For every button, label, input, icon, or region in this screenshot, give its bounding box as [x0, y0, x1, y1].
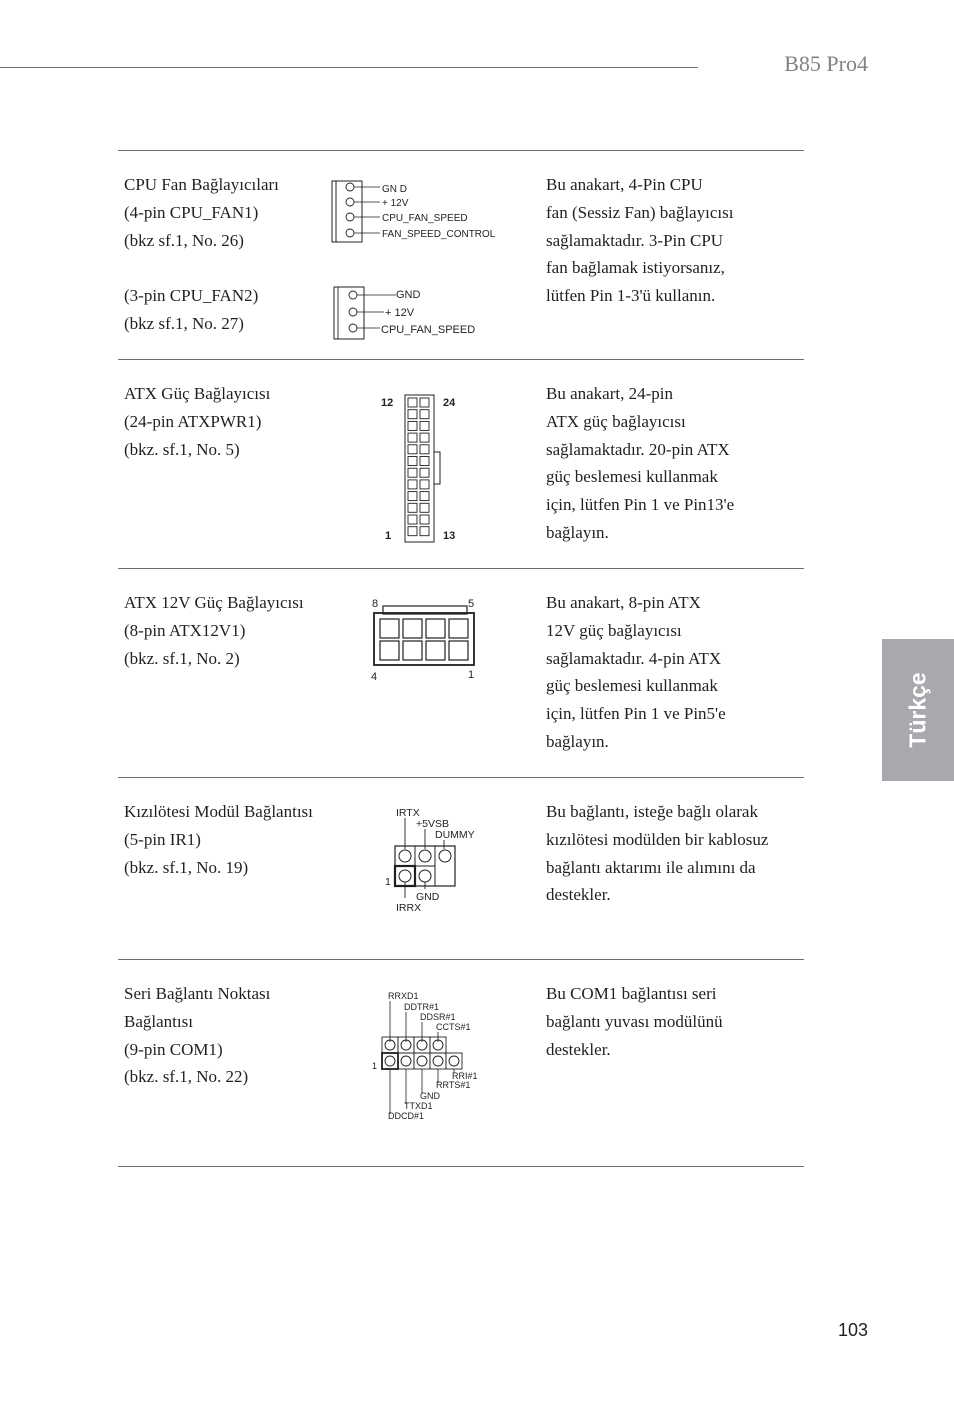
- pin-cell: [446, 1053, 462, 1069]
- atx-power-description: Bu anakart, 24-pin ATX güç bağlayıcısı sağlamaktadır. 20-pin ATX güç beslemesi kullanmak için, lütfen Pin 1 ve Pin13'e bağlayın.: [546, 384, 735, 542]
- pin-square: [408, 503, 417, 512]
- pin-square: [420, 445, 429, 454]
- pin-number-label: 4: [371, 671, 378, 683]
- pin-circle: [419, 870, 431, 882]
- pin-label: GND: [416, 891, 440, 903]
- pin-circle: [417, 1056, 427, 1066]
- pin-label: DDSR#1: [420, 1012, 456, 1022]
- pin-circle: [439, 850, 451, 862]
- pin-square: [420, 492, 429, 501]
- pin-square: [449, 641, 468, 660]
- pin-label: DUMMY: [435, 829, 475, 841]
- ir-module-title: Kızılötesi Modül Bağlantısı (5-pin IR1) (bkz. sf.1, No. 19): [124, 802, 313, 877]
- atx-12v-diagram: [366, 594, 482, 686]
- language-tab-label: Türkçe: [904, 672, 931, 748]
- com-port-description: Bu COM1 bağlantısı seri bağlantı yuvası modülünü destekler.: [546, 984, 723, 1059]
- atx-24pin-diagram: [376, 392, 466, 548]
- pin-circle: [346, 183, 354, 191]
- pin-square: [408, 445, 417, 454]
- pin-circle: [346, 198, 354, 206]
- pin-label: + 12V: [385, 307, 415, 319]
- pin-square: [408, 421, 417, 430]
- cpu-fan-title: CPU Fan Bağlayıcıları (4-pin CPU_FAN1) (bkz sf.1, No. 26) (3-pin CPU_FAN2) (bkz sf.1, No. 27): [124, 175, 279, 333]
- atx-12v-description: Bu anakart, 8-pin ATX 12V güç bağlayıcısı sağlamaktadır. 4-pin ATX güç beslemesi kullanmak için, lütfen Pin 1 ve Pin5'e bağlayın.: [546, 593, 726, 751]
- atx-power-title: ATX Güç Bağlayıcısı (24-pin ATXPWR1) (bkz. sf.1, No. 5): [124, 384, 271, 459]
- pin-label: TTXD1: [404, 1101, 433, 1111]
- pin-number-label: 12: [381, 397, 394, 409]
- pin-square: [420, 457, 429, 466]
- pin-circle: [346, 213, 354, 221]
- pin-cell: [414, 1053, 430, 1069]
- section-divider: [118, 568, 804, 569]
- pin-label: 1: [385, 876, 391, 888]
- section-divider: [118, 1166, 804, 1167]
- pin-square: [420, 480, 429, 489]
- section-divider: [118, 150, 804, 151]
- pin-circle: [433, 1056, 443, 1066]
- pin-number-label: 13: [443, 530, 456, 542]
- pin-square: [408, 492, 417, 501]
- com-port-diagram: [366, 986, 490, 1126]
- pin-square: [426, 641, 445, 660]
- ir-module-diagram: [380, 802, 490, 916]
- pin-number-label: 1: [468, 669, 475, 681]
- pin-circle: [399, 850, 411, 862]
- pin-number-label: 5: [468, 598, 475, 610]
- com-port-title: Seri Bağlantı Noktası Bağlantısı (9-pin COM1) (bkz. sf.1, No. 22): [124, 984, 271, 1087]
- pin-square: [408, 410, 417, 419]
- pin-label: CPU_FAN_SPEED: [381, 324, 476, 336]
- pin-circle: [401, 1056, 411, 1066]
- pin-square: [420, 527, 429, 536]
- section-divider: [118, 777, 804, 778]
- pin-label: DDTR#1: [404, 1002, 440, 1012]
- pin-square: [408, 527, 417, 536]
- pin-cell: [430, 1053, 446, 1069]
- pin-cell: [382, 1053, 398, 1069]
- pin-label: CCTS#1: [436, 1022, 471, 1032]
- pin-square: [408, 480, 417, 489]
- pin-square: [380, 619, 399, 638]
- ir-module-description: Bu bağlantı, isteğe bağlı olarak kızılötesi modülden bir kablosuz bağlantı aktarımı ile alımını da destekler.: [546, 802, 769, 905]
- pin-circle: [349, 291, 357, 299]
- pin-square: [420, 515, 429, 524]
- pin-square: [408, 515, 417, 524]
- pin-square: [408, 433, 417, 442]
- pin-number-label: 24: [443, 397, 456, 409]
- pin-circle: [349, 308, 357, 316]
- pin-label: FAN_SPEED_CONTROL: [382, 229, 496, 240]
- pin-square: [403, 619, 422, 638]
- cpu-fan-description: Bu anakart, 4-Pin CPU fan (Sessiz Fan) bağlayıcısı sağlamaktadır. 3-Pin CPU fan bağlamak istiyorsanız, lütfen Pin 1-3'ü kullanın.: [546, 175, 734, 306]
- pin-square: [420, 433, 429, 442]
- pin-square: [380, 641, 399, 660]
- pin-square: [403, 641, 422, 660]
- pin-square: [420, 468, 429, 477]
- pin-cell: [398, 1053, 414, 1069]
- pin-square: [420, 421, 429, 430]
- model-name: B85 Pro4: [784, 51, 868, 76]
- header-rule: [0, 67, 698, 68]
- pin-circle: [346, 229, 354, 237]
- pin-square: [408, 398, 417, 407]
- page-number: 103: [837, 1320, 868, 1340]
- pin-circle: [349, 324, 357, 332]
- pin-square: [408, 468, 417, 477]
- pin-label: GND: [420, 1091, 440, 1101]
- pin-label: RRXD1: [388, 991, 419, 1001]
- pin-circle: [399, 870, 411, 882]
- cpu-fan1-diagram: [326, 178, 516, 246]
- pin-label: 1: [372, 1061, 378, 1071]
- pin-circle: [449, 1056, 459, 1066]
- pin-label: CPU_FAN_SPEED: [382, 213, 468, 224]
- pin-label: IRRX: [396, 902, 422, 914]
- section-divider: [118, 359, 804, 360]
- atx-12v-title: ATX 12V Güç Bağlayıcısı (8-pin ATX12V1) (bkz. sf.1, No. 2): [124, 593, 304, 668]
- language-tab: [882, 639, 954, 781]
- pin-number-label: 1: [385, 530, 392, 542]
- pin-circle: [385, 1056, 395, 1066]
- pin-label: RRI#1: [452, 1071, 478, 1081]
- pin-square: [420, 398, 429, 407]
- pin-circle: [419, 850, 431, 862]
- pin-label: +5VSB: [416, 818, 449, 830]
- pin-number-label: 8: [372, 598, 379, 610]
- pin-square: [420, 503, 429, 512]
- pin-label: IRTX: [396, 807, 420, 819]
- pin-label: DDCD#1: [388, 1111, 425, 1121]
- pin-label: GND: [396, 289, 421, 301]
- cpu-fan2-diagram: [326, 284, 496, 344]
- pin-square: [426, 619, 445, 638]
- pin-label: GN D: [382, 184, 407, 195]
- pin-square: [420, 410, 429, 419]
- pin-square: [408, 457, 417, 466]
- section-divider: [118, 959, 804, 960]
- pin-label: + 12V: [382, 198, 409, 209]
- pin-label: RRTS#1: [436, 1080, 471, 1090]
- pin-square: [449, 619, 468, 638]
